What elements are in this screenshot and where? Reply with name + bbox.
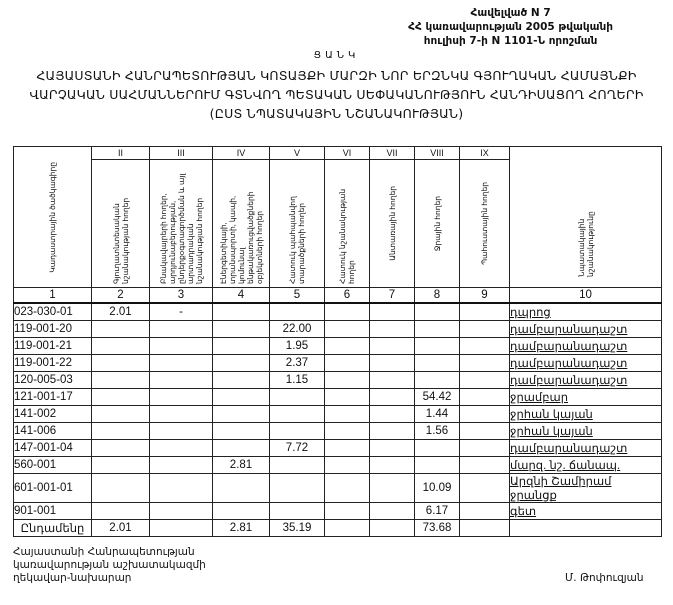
roman-header: III bbox=[150, 147, 213, 160]
total-value: 2.81 bbox=[213, 520, 270, 537]
header-settlements bbox=[150, 160, 213, 288]
area-value bbox=[460, 389, 510, 406]
table-row bbox=[14, 440, 662, 457]
annex-line-1: Հավելված N 7 bbox=[470, 7, 551, 19]
area-value bbox=[92, 503, 150, 520]
header-text: Հատուկ նշանակության հողեր bbox=[338, 188, 356, 284]
area-value bbox=[370, 440, 415, 457]
column-number: 9 bbox=[460, 288, 510, 304]
area-value: 2.81 bbox=[213, 457, 270, 474]
area-value bbox=[415, 355, 460, 372]
area-value bbox=[270, 474, 325, 503]
area-value bbox=[213, 423, 270, 440]
cadastral-code: 120-005-03 bbox=[14, 372, 92, 389]
area-value bbox=[150, 389, 213, 406]
cadastral-code: 601-001-01 bbox=[14, 474, 92, 503]
header-reserve bbox=[460, 160, 510, 288]
area-value bbox=[150, 321, 213, 338]
total-label: Ընդամենը bbox=[14, 520, 92, 537]
area-value: 54.42 bbox=[415, 389, 460, 406]
area-value bbox=[370, 321, 415, 338]
total-value bbox=[325, 520, 370, 537]
document-heading bbox=[0, 66, 673, 123]
area-value bbox=[460, 372, 510, 389]
roman-header: VIII bbox=[415, 147, 460, 160]
heading-line-1: ՀԱՅԱՍՏԱՆԻ ՀԱՆՐԱՊԵՏՈՒԹՅԱՆ ԿՈՏԱՅՔԻ ՄԱՐԶԻ ՆՈՐ ԵՐԶՆԿԱ ԳՅՈՒՂԱԿԱՆ ՀԱՄԱՅՆՔԻ bbox=[36, 68, 637, 83]
column-number: 6 bbox=[325, 288, 370, 304]
heading-line-2: ՎԱՐՉԱԿԱՆ ՍԱՀՄԱՆՆԵՐՈՒՄ ԳՏՆՎՈՂ ՊԵՏԱԿԱՆ ՍԵՓԱԿԱՆՈՒԹՅՈՒՆ ՀԱՆԴԻՍԱՑՈՂ ՀՈՂԵՐԻ bbox=[29, 87, 644, 102]
area-value bbox=[150, 440, 213, 457]
area-value: 2.37 bbox=[270, 355, 325, 372]
area-value bbox=[370, 355, 415, 372]
area-value bbox=[92, 389, 150, 406]
area-value bbox=[325, 457, 370, 474]
area-value bbox=[370, 423, 415, 440]
cadastral-code: 119-001-21 bbox=[14, 338, 92, 355]
area-value bbox=[150, 423, 213, 440]
area-value bbox=[92, 406, 150, 423]
table-row bbox=[14, 423, 662, 440]
area-value bbox=[150, 457, 213, 474]
annex-note bbox=[408, 6, 613, 48]
area-value bbox=[92, 457, 150, 474]
area-value bbox=[325, 423, 370, 440]
area-value bbox=[150, 372, 213, 389]
area-value: 2.01 bbox=[92, 303, 150, 321]
column-number: 3 bbox=[150, 288, 213, 304]
table-row bbox=[14, 457, 662, 474]
annex-line-3: հուլիսի 7-ի N 1101-Ն որոշման bbox=[423, 35, 598, 47]
cadastral-code: 121-001-17 bbox=[14, 389, 92, 406]
area-value bbox=[325, 406, 370, 423]
header-text: Բնակավայրերի հողեր, արդյունաբերության, ընդերքօգտագործման և այլ արտադրական նշանակության հողեր bbox=[158, 173, 204, 284]
area-value bbox=[460, 303, 510, 321]
area-value bbox=[370, 457, 415, 474]
area-value bbox=[415, 372, 460, 389]
area-value bbox=[460, 503, 510, 520]
cadastral-code: 560-001 bbox=[14, 457, 92, 474]
purpose: դամբարանադաշտ bbox=[510, 372, 662, 389]
area-value: 10.09 bbox=[415, 474, 460, 503]
cadastral-code: 023-030-01 bbox=[14, 303, 92, 321]
area-value bbox=[150, 503, 213, 520]
column-number: 8 bbox=[415, 288, 460, 304]
area-value bbox=[325, 503, 370, 520]
signatory-line-1: Հայաստանի Հանրապետության bbox=[13, 546, 195, 558]
header-text: Հատուկ պահպանվող տարածքների հողեր bbox=[288, 195, 306, 284]
area-value bbox=[415, 338, 460, 355]
roman-header: IX bbox=[460, 147, 510, 160]
header-purpose bbox=[510, 147, 662, 288]
heading-line-3: (ԸՍՏ ՆՊԱՏԱԿԱՅԻՆ ՆՇԱՆԱԿՈՒԹՅԱՆ) bbox=[209, 106, 464, 121]
area-value bbox=[325, 474, 370, 503]
purpose: դամբարանադաշտ bbox=[510, 338, 662, 355]
header-text: Ջրային հողեր bbox=[432, 195, 442, 252]
area-value bbox=[370, 303, 415, 321]
area-value bbox=[270, 389, 325, 406]
total-value bbox=[150, 520, 213, 537]
purpose: դամբարանադաշտ bbox=[510, 355, 662, 372]
area-value bbox=[415, 321, 460, 338]
column-number: 4 bbox=[213, 288, 270, 304]
column-number: 5 bbox=[270, 288, 325, 304]
total-value: 35.19 bbox=[270, 520, 325, 537]
total-row bbox=[14, 520, 662, 537]
area-value bbox=[270, 303, 325, 321]
signatory-name: Մ. Թոփուզյան bbox=[565, 572, 644, 584]
area-value bbox=[92, 423, 150, 440]
area-value: 1.56 bbox=[415, 423, 460, 440]
header-protected bbox=[270, 160, 325, 288]
annex-line-2: ՀՀ կառավարության 2005 թվականի bbox=[408, 21, 613, 33]
area-value bbox=[213, 355, 270, 372]
area-value bbox=[325, 355, 370, 372]
signatory-line-2: կառավարության աշխատակազմի bbox=[13, 559, 206, 571]
area-value: 22.00 bbox=[270, 321, 325, 338]
table-row bbox=[14, 503, 662, 520]
cadastral-code: 141-006 bbox=[14, 423, 92, 440]
roman-header: IV bbox=[213, 147, 270, 160]
area-value bbox=[325, 372, 370, 389]
header-text: Պահուստային հողեր bbox=[480, 182, 489, 265]
area-value bbox=[415, 457, 460, 474]
purpose: ջրհան կայան bbox=[510, 423, 662, 440]
document-title: ՑԱՆԿ bbox=[313, 50, 360, 61]
header-text: Գյուղատնտեսական նշանակության հողեր bbox=[111, 197, 130, 284]
area-value bbox=[213, 303, 270, 321]
table-row bbox=[14, 474, 662, 503]
area-value bbox=[92, 474, 150, 503]
roman-header-row bbox=[14, 147, 662, 160]
table-row bbox=[14, 338, 662, 355]
area-value bbox=[92, 372, 150, 389]
table-row bbox=[14, 303, 662, 321]
header-special bbox=[325, 160, 370, 288]
table-row bbox=[14, 321, 662, 338]
area-value bbox=[370, 338, 415, 355]
area-value: 6.17 bbox=[415, 503, 460, 520]
table-row bbox=[14, 372, 662, 389]
area-value: 1.15 bbox=[270, 372, 325, 389]
column-number-row bbox=[14, 288, 662, 304]
area-value bbox=[325, 338, 370, 355]
roman-header: VI bbox=[325, 147, 370, 160]
column-number: 7 bbox=[370, 288, 415, 304]
purpose: դամբարանադաշտ bbox=[510, 440, 662, 457]
area-value bbox=[370, 406, 415, 423]
area-value bbox=[213, 372, 270, 389]
signatory-line-3: ղեկավար-նախարար bbox=[13, 572, 132, 584]
signatory-title bbox=[13, 546, 206, 585]
area-value: 1.44 bbox=[415, 406, 460, 423]
purpose: դամբարանադաշտ bbox=[510, 321, 662, 338]
table-row bbox=[14, 389, 662, 406]
area-value bbox=[460, 423, 510, 440]
area-value bbox=[325, 440, 370, 457]
area-value bbox=[213, 406, 270, 423]
area-value bbox=[92, 355, 150, 372]
header-text: Էներգետիկայի, տրանսպորտի, կապի, կոմունալ ենթակառուցվածքների օբյեկտների հողեր bbox=[218, 190, 264, 284]
table-row bbox=[14, 355, 662, 372]
roman-header: V bbox=[270, 147, 325, 160]
area-value bbox=[460, 406, 510, 423]
area-value bbox=[213, 321, 270, 338]
column-number: 2 bbox=[92, 288, 150, 304]
header-text: Նպատակային նշանակությունը bbox=[576, 211, 595, 277]
area-value bbox=[92, 440, 150, 457]
roman-header: II bbox=[92, 147, 150, 160]
area-value bbox=[270, 457, 325, 474]
area-value bbox=[213, 503, 270, 520]
header-agricultural bbox=[92, 160, 150, 288]
area-value bbox=[150, 338, 213, 355]
area-value bbox=[213, 338, 270, 355]
land-list-table bbox=[13, 146, 662, 537]
area-value bbox=[325, 321, 370, 338]
cadastral-code: 141-002 bbox=[14, 406, 92, 423]
area-value bbox=[150, 406, 213, 423]
area-value bbox=[213, 389, 270, 406]
header-forest bbox=[370, 160, 415, 288]
header-text: Կադաստրային ծածկագիրը bbox=[48, 161, 57, 273]
area-value bbox=[460, 355, 510, 372]
area-value bbox=[150, 474, 213, 503]
column-number: 10 bbox=[510, 288, 662, 304]
area-value bbox=[92, 321, 150, 338]
area-value bbox=[370, 503, 415, 520]
table-row bbox=[14, 406, 662, 423]
purpose: ջրամբար bbox=[510, 389, 662, 406]
header-energy-transport bbox=[213, 160, 270, 288]
cadastral-code: 119-001-20 bbox=[14, 321, 92, 338]
area-value bbox=[415, 440, 460, 457]
purpose: մարզ. նշ. ճանապ. bbox=[510, 457, 662, 474]
area-value bbox=[415, 303, 460, 321]
area-value: 7.72 bbox=[270, 440, 325, 457]
total-value: 73.68 bbox=[415, 520, 460, 537]
area-value bbox=[325, 389, 370, 406]
area-value bbox=[270, 503, 325, 520]
area-value bbox=[370, 389, 415, 406]
total-value bbox=[460, 520, 510, 537]
area-value bbox=[460, 457, 510, 474]
purpose: ջրհան կայան bbox=[510, 406, 662, 423]
area-value bbox=[460, 474, 510, 503]
area-value bbox=[370, 372, 415, 389]
area-value bbox=[270, 423, 325, 440]
roman-header: VII bbox=[370, 147, 415, 160]
area-value bbox=[325, 303, 370, 321]
column-number: 1 bbox=[14, 288, 92, 304]
area-value bbox=[270, 406, 325, 423]
header-water bbox=[415, 160, 460, 288]
area-value bbox=[460, 440, 510, 457]
purpose: Արզնի Շամիրամ ջրանցք bbox=[510, 474, 662, 503]
total-value bbox=[370, 520, 415, 537]
cadastral-code: 119-001-22 bbox=[14, 355, 92, 372]
cadastral-code: 147-001-04 bbox=[14, 440, 92, 457]
header-cadastral-code bbox=[14, 147, 92, 288]
area-value bbox=[92, 338, 150, 355]
cadastral-code: 901-001 bbox=[14, 503, 92, 520]
total-purpose bbox=[510, 520, 662, 537]
area-value bbox=[370, 474, 415, 503]
area-value bbox=[150, 355, 213, 372]
area-value bbox=[213, 440, 270, 457]
area-value: - bbox=[150, 303, 213, 321]
area-value bbox=[460, 321, 510, 338]
area-value bbox=[213, 474, 270, 503]
area-value bbox=[460, 338, 510, 355]
purpose: գետ bbox=[510, 503, 662, 520]
header-text: Անտառային հողեր bbox=[387, 186, 397, 261]
area-value: 1.95 bbox=[270, 338, 325, 355]
purpose: դպրոց bbox=[510, 303, 662, 321]
total-value: 2.01 bbox=[92, 520, 150, 537]
